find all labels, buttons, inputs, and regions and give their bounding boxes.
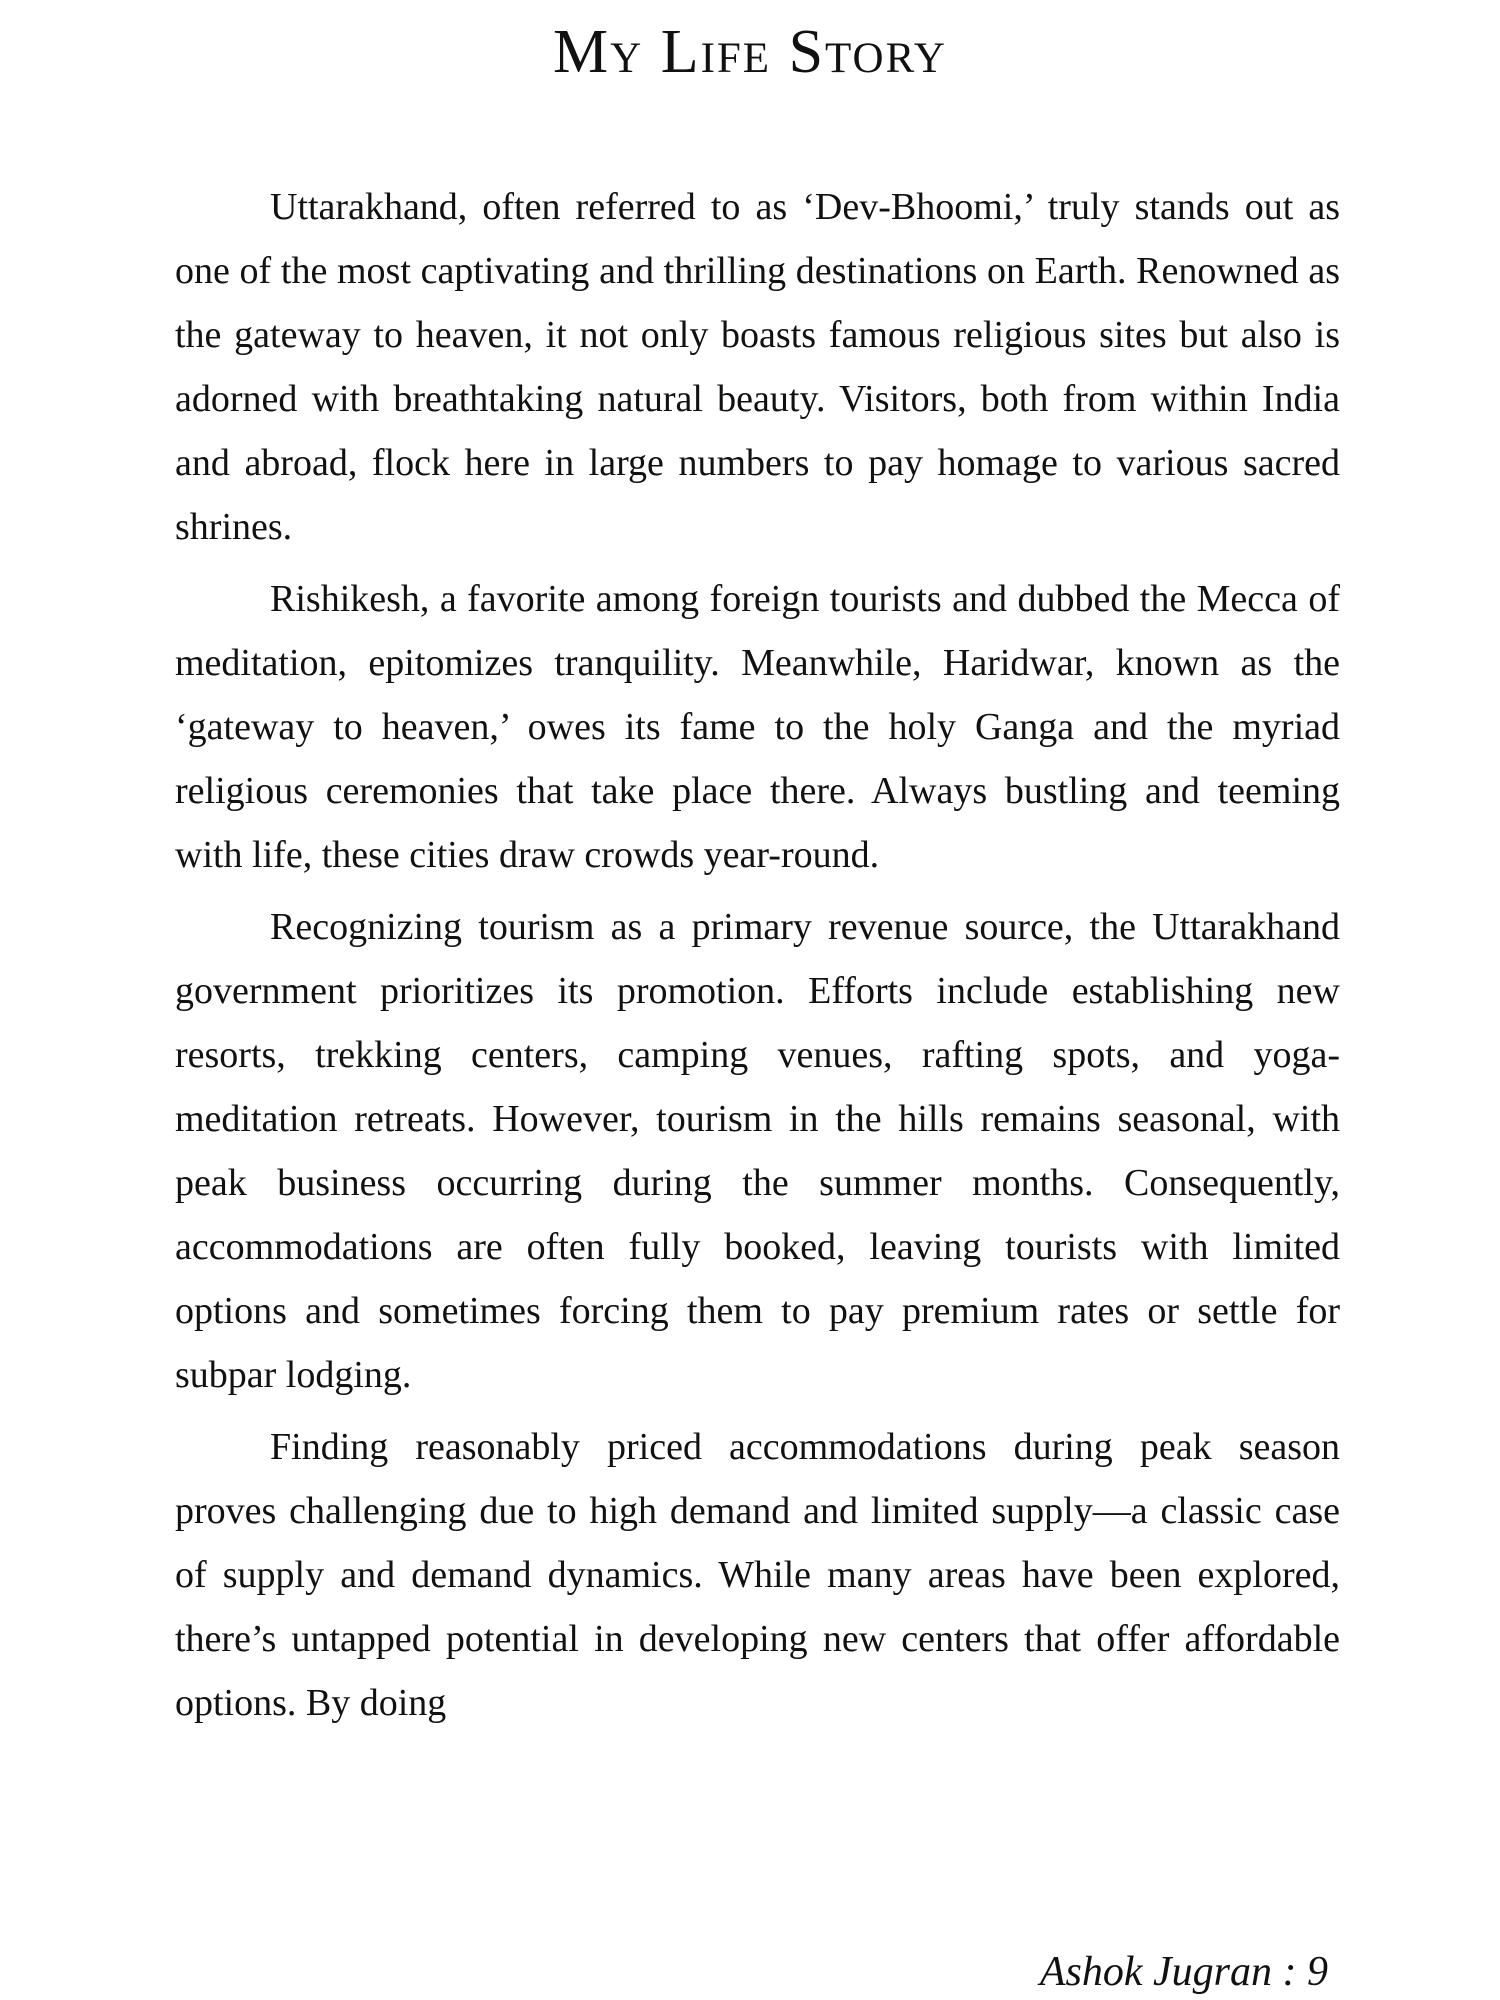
page-footer: Ashok Jugran : 9 <box>1039 1949 1328 1995</box>
paragraph-2: Rishikesh, a favorite among foreign tourists and dubbed the Mecca of meditation, epitomizes tranquility. Meanwhile, Haridwar, known as the ‘gateway to heaven,’ owes its fame to the holy Ganga and the myriad religious ceremonies that take place there. Always bustling and teeming with life, these cities draw crowds year-round. <box>175 578 1340 876</box>
paragraph-4: Finding reasonably priced accommodations during peak season proves challenging due to high demand and limited supply—a classic case of supply and demand dynamics. While many areas have been explored, there’s untapped potential in developing new centers that offer affordable options. By doing <box>175 1426 1340 1724</box>
page-header-title: My Life Story <box>553 18 947 86</box>
body-text <box>175 175 1340 1743</box>
paragraph-3: Recognizing tourism as a primary revenue source, the Uttarakhand government prioritizes its promotion. Efforts include establishing new resorts, trekking centers, camping venues, rafting spots, and yoga-meditation retreats. However, tourism in the hills remains seasonal, with peak business occurring during the summer months. Consequently, accommodations are often fully booked, leaving tourists with limited options and sometimes forcing them to pay premium rates or settle for subpar lodging. <box>175 906 1340 1396</box>
paragraph-1: Uttarakhand, often referred to as ‘Dev-Bhoomi,’ truly stands out as one of the most captivating and thrilling destinations on Earth. Renowned as the gateway to heaven, it not only boasts famous religious sites but also is adorned with breathtaking natural beauty. Visitors, both from within India and abroad, flock here in large numbers to pay homage to various sacred shrines. <box>175 186 1340 548</box>
